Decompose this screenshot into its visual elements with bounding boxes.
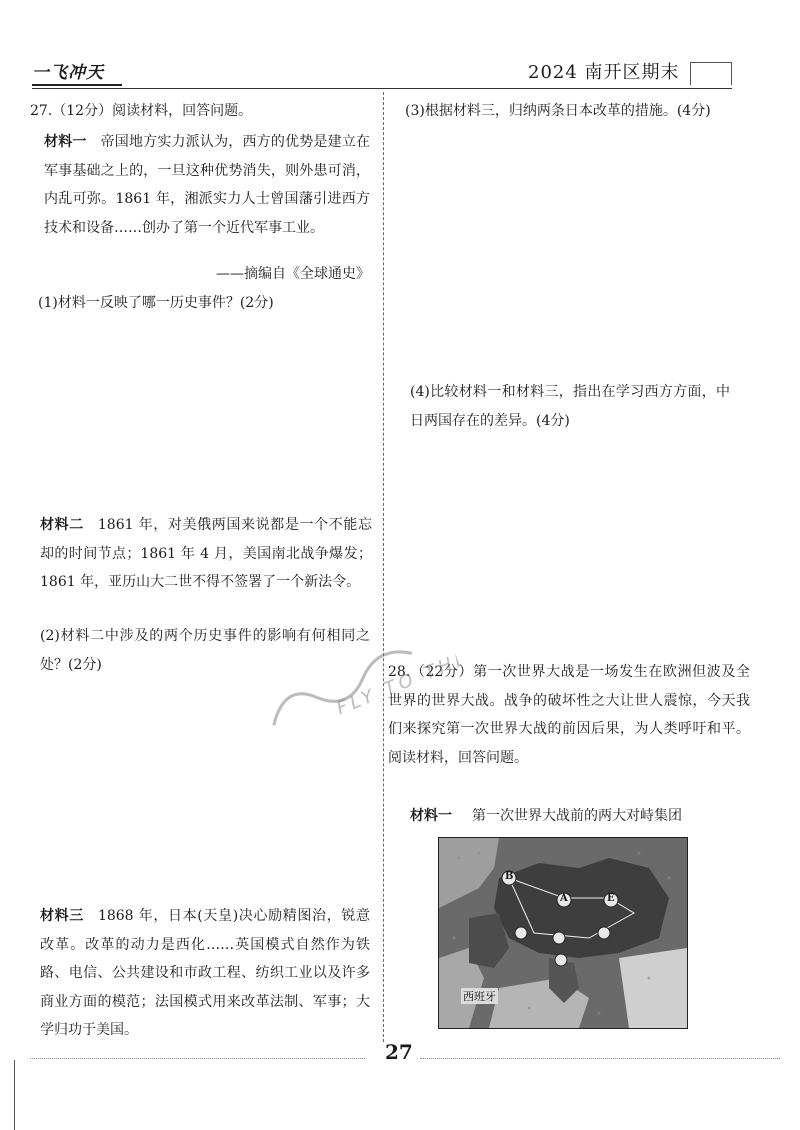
question-4: (4)比较材料一和材料三，指出在学习西方方面，中日两国存在的差异。(4分) [410,384,730,429]
material-28-1-label: 材料一 [410,808,452,824]
q27-header: 27.（12分）阅读材料，回答问题。 [30,103,253,119]
question-2: (2)材料二中涉及的两个历史事件的影响有何相同之处？(2分) [40,628,370,673]
material-2 [40,511,372,597]
material-1-source: ——摘编自《全球通史》 [216,266,370,282]
footer-rule-left [30,1058,365,1059]
brand-logo-text: 一飞冲天 [32,63,104,83]
binding-edge [14,1060,15,1130]
material-3-text: 1868 年，日本(天皇)决心励精图治，锐意改革。改革的动力是西化……英国模式自然作为铁路、电信、公共建设和市政工程、纺织工业以及许多商业方面的模范；法国模式用来改革法制、军事；大学归功于美国。 [40,908,370,1038]
question-3: (3)根据材料三，归纳两条日本改革的措施。(4分) [405,103,711,119]
header-rule [32,88,732,89]
column-divider [383,92,384,1042]
svg-text:FLY TO THE SKY: FLY TO THE [333,646,463,720]
footer-rule-right [420,1058,780,1059]
material-1-text: 帝国地方实力派认为，西方的优势是建立在军事基础之上的，一旦这种优势消失，则外患可消，内乱可弥。1861 年，湘派实力人士曾国藩引进西方技术和设备……创办了第一个近代军事工业。 [44,134,371,236]
material-2-label: 材料二 [40,517,84,533]
map-marker-a: A [560,893,568,904]
brand-underline [32,84,122,86]
q28-header: 28.（22分）第一次世界大战是一场发生在欧洲但波及全世界的世界大战。战争的破坏性之大让世人震惊，今天我们来探究第一次世界大战的前因后果，为人类呼吁和平。阅读材料，回答问题。 [388,664,750,766]
question-1: (1)材料一反映了哪一历史事件？(2分) [38,295,274,311]
material-1-label: 材料一 [44,134,87,150]
material-1 [44,128,370,242]
page-number: 27 [385,1040,413,1064]
material-28-1 [410,803,750,829]
map-marker-e: E [607,893,615,904]
material-28-1-caption: 第一次世界大战前的两大对峙集团 [472,808,682,824]
material-3-label: 材料三 [40,908,84,924]
corner-mark [690,62,732,85]
map-marker-b: B [505,871,514,882]
material-2-text: 1861 年，对美俄两国来说都是一个不能忘却的时间节点；1861 年 4 月，美国南北战争爆发；1861 年，亚历山大二世不得不签署了一个新法令。 [40,517,373,590]
map-label-spain: 西班牙 [463,990,496,1003]
europe-alliances-map [438,837,688,1029]
material-3 [40,902,370,1045]
exam-title: 2024 南开区期末 [528,62,680,83]
